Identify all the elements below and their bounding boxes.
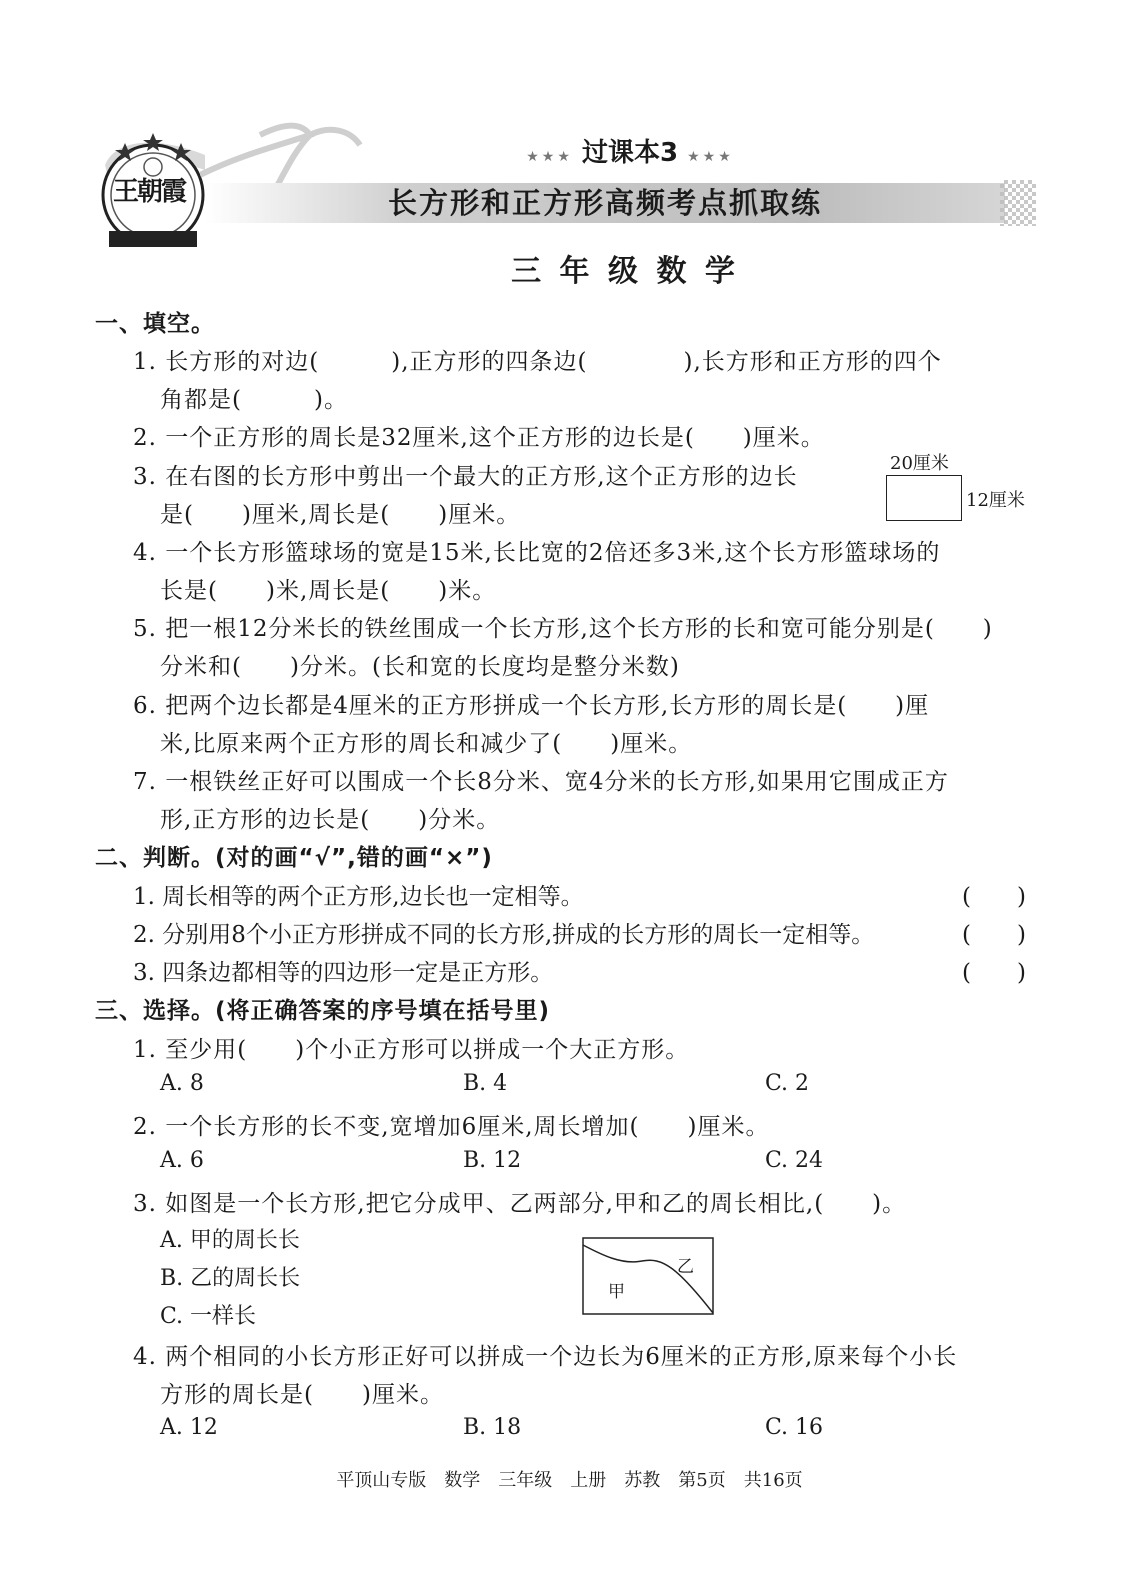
s3-q2-option-a: A. 6	[160, 1148, 204, 1173]
logo-text: 王朝霞	[113, 177, 186, 207]
section3-heading: 三、选择。(将正确答案的序号填在括号里)	[95, 998, 551, 1024]
s1-line-7: 长是( )米,周长是( )米。	[160, 578, 497, 604]
page-title: 长方形和正方形高频考点抓取练	[387, 186, 822, 220]
s3-q1-option-a: A. 8	[160, 1071, 204, 1096]
s2-item-2: 2. 分别用8个小正方形拼成不同的长方形,拼成的长方形的周长一定相等。	[133, 922, 875, 948]
series-banner	[500, 132, 760, 169]
s1-line-2: 角都是( )。	[160, 387, 348, 413]
s3-q4-option-a: A. 12	[160, 1415, 218, 1440]
figure-label-jia: 甲	[608, 1282, 625, 1302]
s1-line-5: 是( )厘米,周长是( )厘米。	[160, 502, 521, 528]
s3-q4-line2: 方形的周长是( )厘米。	[160, 1382, 444, 1408]
s3-q3-option-b: B. 乙的周长长	[160, 1266, 301, 1291]
stars-right: ★★★	[687, 149, 734, 165]
s3-q2-option-b: B. 12	[463, 1148, 522, 1173]
s1-line-4: 3. 在右图的长方形中剪出一个最大的正方形,这个正方形的边长	[133, 464, 798, 490]
s3-q1-option-b: B. 4	[463, 1071, 508, 1096]
grade-subject: 三 年 级 数 学	[511, 254, 739, 289]
s3-q1: 1. 至少用( )个小正方形可以拼成一个大正方形。	[133, 1037, 690, 1063]
s2-paren-3[interactable]: ( )	[962, 960, 1026, 986]
s3-q2: 2. 一个长方形的长不变,宽增加6厘米,周长增加( )厘米。	[133, 1114, 770, 1140]
figure-label-yi: 乙	[677, 1257, 694, 1277]
s1-line-6: 4. 一个长方形篮球场的宽是15米,长比宽的2倍还多3米,这个长方形篮球场的	[133, 540, 941, 566]
figure-top-label: 20厘米	[890, 453, 949, 474]
series-label: 过课本3	[581, 138, 679, 168]
s2-paren-2[interactable]: ( )	[962, 922, 1026, 948]
checker-decoration	[1000, 180, 1036, 226]
s1-line-11: 米,比原来两个正方形的周长和减少了( )厘米。	[160, 731, 693, 757]
s1-line-8: 5. 把一根12分米长的铁丝围成一个长方形,这个长方形的长和宽可能分别是( )	[133, 616, 993, 642]
s3-q1-option-c: C. 2	[765, 1071, 810, 1096]
section1-heading: 一、填空。	[95, 311, 215, 337]
figure-side-label: 12厘米	[966, 490, 1025, 511]
divided-rectangle-icon	[582, 1237, 714, 1315]
s2-paren-1[interactable]: ( )	[962, 884, 1026, 910]
divided-rectangle-figure	[582, 1237, 714, 1315]
s1-line-1: 1. 长方形的对边( ),正方形的四条边( ),长方形和正方形的四个	[133, 349, 942, 375]
s1-line-3: 2. 一个正方形的周长是32厘米,这个正方形的边长是( )厘米。	[133, 425, 825, 451]
s1-line-12: 7. 一根铁丝正好可以围成一个长8分米、宽4分米的长方形,如果用它围成正方	[133, 769, 949, 795]
s3-q2-option-c: C. 24	[765, 1148, 824, 1173]
s3-q4-option-c: C. 16	[765, 1415, 824, 1440]
s1-line-9: 分米和( )分米。(长和宽的长度均是整分米数)	[160, 654, 680, 680]
rectangle-figure	[886, 475, 962, 521]
s2-item-3: 3. 四条边都相等的四边形一定是正方形。	[133, 960, 554, 986]
s2-item-1: 1. 周长相等的两个正方形,边长也一定相等。	[133, 884, 584, 910]
s1-line-10: 6. 把两个边长都是4厘米的正方形拼成一个长方形,长方形的周长是( )厘	[133, 693, 930, 719]
page-footer: 平顶山专版 数学 三年级 上册 苏教 第5页 共16页	[336, 1470, 803, 1491]
section2-heading: 二、判断。(对的画“√”,错的画“×”)	[95, 845, 493, 871]
s3-q4-line1: 4. 两个相同的小长方形正好可以拼成一个边长为6厘米的正方形,原来每个小长	[133, 1344, 958, 1370]
s3-q3-option-a: A. 甲的周长长	[160, 1228, 300, 1253]
s3-q3: 3. 如图是一个长方形,把它分成甲、乙两部分,甲和乙的周长相比,( )。	[133, 1191, 907, 1217]
stars-left: ★★★	[526, 149, 573, 165]
s3-q4-option-b: B. 18	[463, 1415, 522, 1440]
s3-q3-option-c: C. 一样长	[160, 1304, 257, 1329]
s1-line-13: 形,正方形的边长是( )分米。	[160, 807, 501, 833]
